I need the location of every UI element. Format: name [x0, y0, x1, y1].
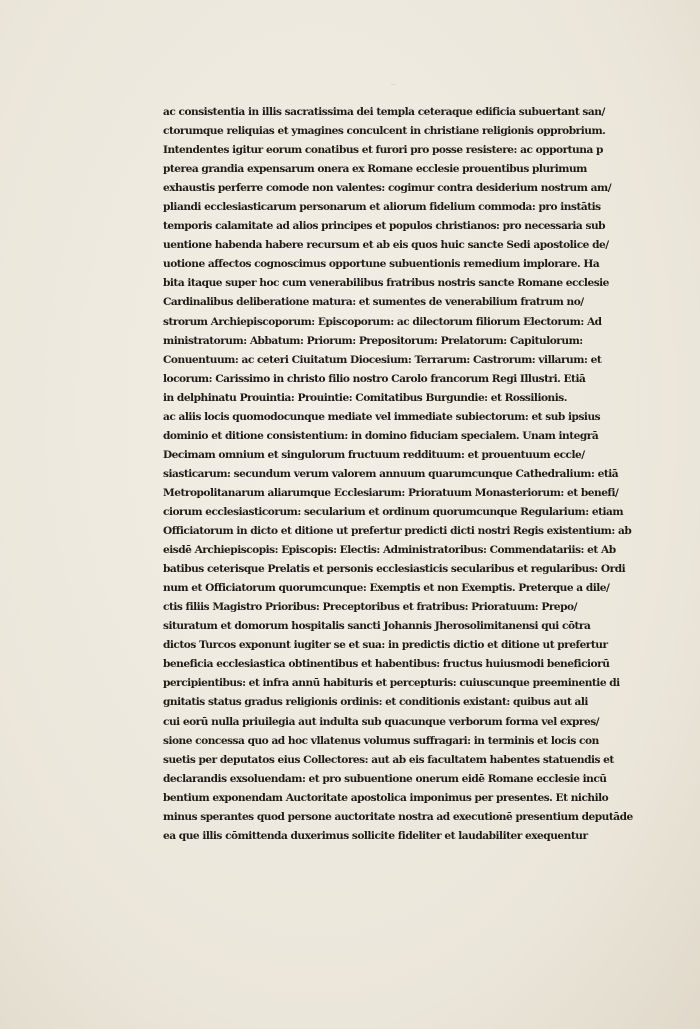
text-line: ministratorum: Abbatum: Priorum: Prepositorum: Prelatorum: Capitulorum: — [163, 334, 583, 347]
text-line: gnitatis status gradus religionis ordinis: et conditionis existant: quibus aut ali — [163, 696, 588, 709]
text-line: ciorum ecclesiasticorum: secularium et ordinum quorumcunque Regularium: etiam — [163, 505, 624, 518]
text-line: Decimam omnium et singulorum fructuum reddituum: et prouentuum eccle/ — [163, 448, 585, 461]
text-line: Officiatorum in dicto et ditione ut prefertur predicti dicti nostri Regis existentium: ab — [163, 525, 632, 538]
text-line: percipientibus: et infra annū habituris et percepturis: cuiuscunque preeminentie di — [163, 677, 620, 690]
text-line: bita itaque super hoc cum venerabilibus fratribus nostris sancte Romane ecclesie — [163, 277, 609, 290]
text-line: batibus ceterisque Prelatis et personis ecclesiasticis secularibus et regularibus: Ordi — [163, 563, 626, 576]
text-line: Conuentuum: ac ceteri Ciuitatum Diocesium: Terrarum: Castrorum: villarum: et — [163, 353, 602, 366]
text-line: in delphinatu Prouintia: Prouintie: Comitatibus Burgundie: et Rossilionis. — [163, 391, 567, 404]
text-line: siasticarum: secundum verum valorem annuum quarumcunque Cathedralium: etiā — [163, 467, 619, 480]
text-line: cui eorū nulla priuilegia aut indulta sub quacunque verborum forma vel expres/ — [163, 715, 600, 728]
text-line: ctorumque reliquias et ymagines conculcent in christiane religionis opprobrium. — [163, 125, 606, 138]
text-line: num et Officiatorum quorumcunque: Exemptis et non Exemptis. Preterque a dile/ — [163, 582, 610, 595]
text-line: Metropolitanarum aliarumque Ecclesiarum: Prioratuum Monasteriorum: et benefi/ — [163, 486, 619, 499]
text-line: beneficia ecclesiastica obtinentibus et habentibus: fructus huiusmodi beneficiorū — [163, 658, 610, 671]
text-line: eisdē Archiepiscopis: Episcopis: Electis: Administratoribus: Commendatariis: et Ab — [163, 544, 616, 557]
text-line: Intendentes igitur eorum conatibus et furori pro posse resistere: ac opportuna p — [163, 144, 603, 157]
text-line: bentium exponendam Auctoritate apostolica imponimus per presentes. Et nichilo — [163, 791, 609, 804]
text-line: locorum: Carissimo in christo filio nostro Carolo francorum Regi Illustri. Etiā — [163, 372, 586, 385]
text-line: pliandi ecclesiasticarum personarum et aliorum fidelium commoda: pro instātis — [163, 201, 601, 214]
text-line: Cardinalibus deliberatione matura: et sumentes de venerabilium fratrum no/ — [163, 296, 584, 309]
text-line: dictos Turcos exponunt iugiter se et sua: in predictis dictio et ditione ut prefertur — [163, 639, 608, 652]
text-line: minus sperantes quod persone auctoritate nostra ad executionē presentium deputāde — [163, 810, 633, 823]
text-line: ea que illis cōmittenda duxerimus sollicite fideliter et laudabiliter exequentur — [163, 829, 588, 842]
text-line: dominio et ditione consistentium: in domino fiduciam specialem. Unam integrā — [163, 429, 599, 442]
text-line: exhaustis perferre comode non valentes: cogimur contra desiderium nostrum am/ — [163, 182, 612, 195]
text-line: pterea grandia expensarum onera ex Romane ecclesie prouentibus plurimum — [163, 163, 587, 176]
text-line: suetis per deputatos eius Collectores: aut ab eis facultatem habentes statuendis et — [163, 753, 614, 766]
text-line: declarandis exsoluendam: et pro subuentione onerum eidē Romane ecclesie incū — [163, 772, 607, 785]
text-line: ac consistentia in illis sacratissima dei templa ceteraque edificia subuertant san/ — [163, 106, 605, 118]
text-line: temporis calamitate ad alios principes et populos christianos: pro necessaria sub — [163, 220, 606, 233]
text-line: sione concessa quo ad hoc vllatenus volumus suffragari: in terminis et locis con — [163, 734, 599, 747]
text-line: ac aliis locis quomodocunque mediate vel immediate subiectorum: et sub ipsius — [163, 410, 601, 423]
text-line: ctis filiis Magistro Prioribus: Preceptoribus et fratribus: Prioratuum: Prepo/ — [163, 601, 577, 614]
text-line: situratum et domorum hospitalis sancti Johannis Jherosolimitanensi qui cōtra — [163, 620, 591, 633]
text-line: uotione affectos cognoscimus opportune subuentionis remedium implorare. Ha — [163, 258, 600, 271]
text-line: uentione habenda habere recursum et ab eis quos huic sancte Sedi apostolice de/ — [163, 239, 609, 252]
bleed-through-mark: ~ — [390, 80, 397, 89]
text-line: strorum Archiepiscoporum: Episcoporum: ac dilectorum filiorum Electorum: Ad — [163, 315, 602, 328]
text-block — [163, 103, 643, 846]
